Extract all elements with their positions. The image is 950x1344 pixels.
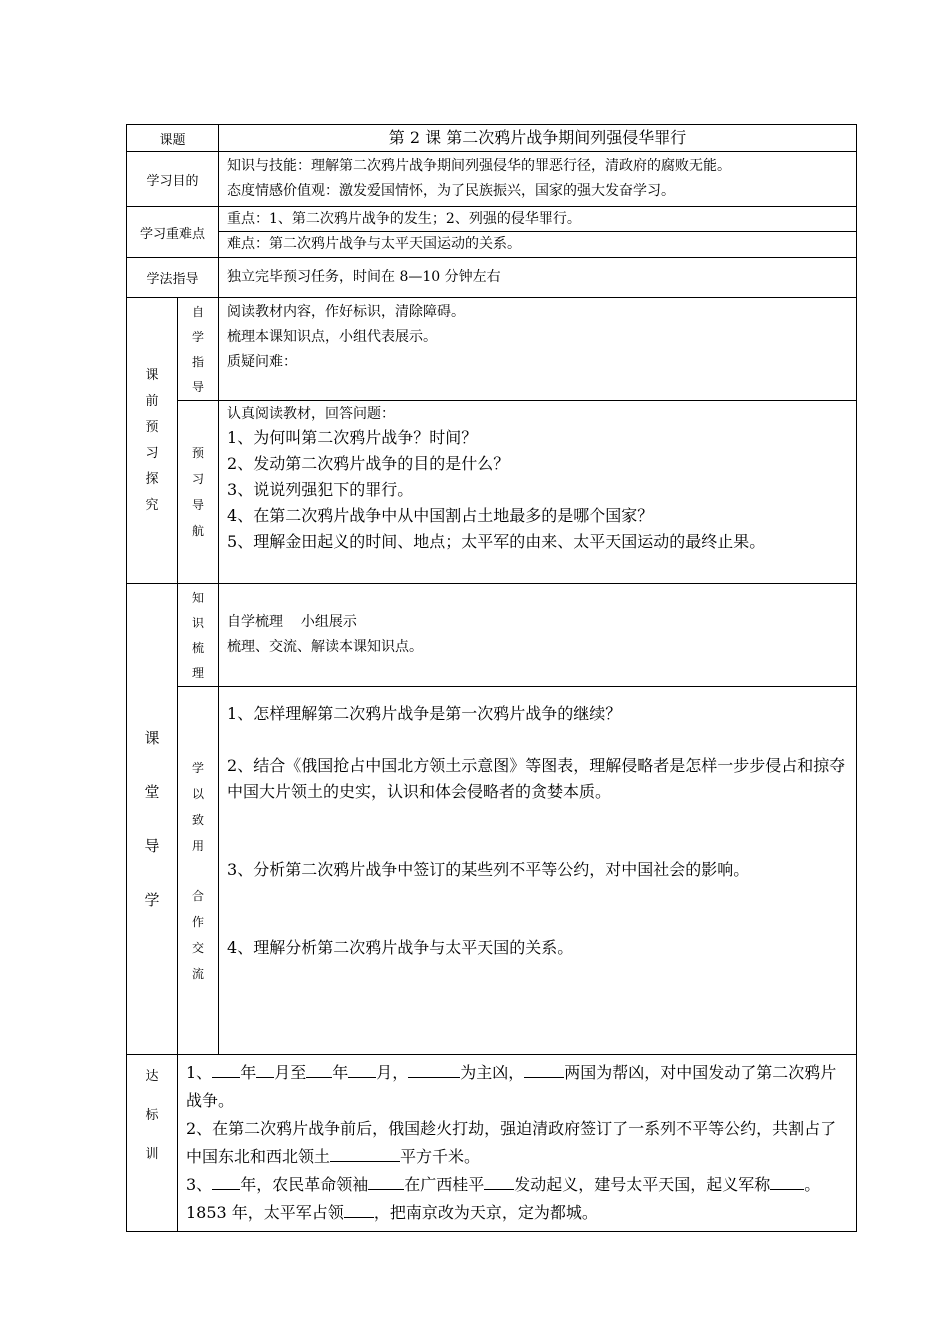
fill-blank[interactable] bbox=[770, 1171, 804, 1190]
knowledge-label: 知 识 梳 理 bbox=[178, 584, 219, 687]
preview-guide-label: 预 习 导 航 bbox=[178, 401, 219, 584]
practice-question-2: 2、在第二次鸦片战争前后，俄国趁火打劫，强迫清政府签订了一系列不平等公约，共割占了中国东北和西北领土 平方千米。 bbox=[186, 1119, 837, 1166]
guide-question: 5、理解金田起义的时间、地点；太平军的由来、太平天国运动的最终止果。 bbox=[227, 532, 766, 551]
guide-question: 4、在第二次鸦片战争中从中国割占土地最多的是哪个国家？ bbox=[227, 506, 654, 525]
topic-label: 课题 bbox=[127, 125, 219, 152]
apply-question: 4、理解分析第二次鸦片战争与太平天国的关系。 bbox=[227, 938, 574, 957]
fill-blank[interactable] bbox=[306, 1059, 332, 1078]
lesson-title: 第 2 课 第二次鸦片战争期间列强侵华罪行 bbox=[219, 125, 857, 152]
practice-question-1: 1、 年 月至 年 月， 为主凶， 两国为帮凶，对中国发动了第二次鸦片战争。 bbox=[186, 1059, 848, 1115]
fill-blank[interactable] bbox=[256, 1059, 274, 1078]
apply-question: 3、分析第二次鸦片战争中签订的某些列不平等公约，对中国社会的影响。 bbox=[227, 860, 750, 879]
apply-label: 学 以 致 用 合 作 交 流 bbox=[178, 687, 219, 1055]
fill-blank[interactable] bbox=[348, 1059, 376, 1078]
objective-attitude: 态度情感价值观：激发爱国情怀，为了民族振兴，国家的强大发奋学习。 bbox=[227, 183, 676, 199]
practice-question-3: 3、 年，农民革命领袖 在广西桂平 发动起义，建号太平天国，起义军称 。1853 年，太平军占领 ，把南京改为天京，定为都城。 bbox=[186, 1171, 848, 1227]
apply-content bbox=[219, 687, 857, 1055]
fill-blank[interactable] bbox=[408, 1059, 460, 1078]
key-points-label: 学习重难点 bbox=[127, 207, 219, 258]
method-text: 独立完毕预习任务，时间在 8—10 分钟左右 bbox=[219, 258, 857, 298]
guide-intro: 认真阅读教材，回答问题： bbox=[227, 406, 396, 422]
guide-question: 3、说说列强犯下的罪行。 bbox=[227, 480, 414, 499]
fill-blank[interactable] bbox=[212, 1171, 240, 1190]
fill-blank[interactable] bbox=[212, 1059, 240, 1078]
apply-question: 1、怎样理解第二次鸦片战争是第一次鸦片战争的继续？ bbox=[227, 704, 622, 723]
focus-point: 重点：1、第二次鸦片战争的发生；2、列强的侵华罪行。 bbox=[219, 207, 857, 232]
objectives-label: 学习目的 bbox=[127, 152, 219, 207]
practice-section-label: 达 标 训 bbox=[127, 1055, 178, 1232]
fill-blank[interactable] bbox=[524, 1059, 564, 1078]
apply-question: 2、结合《俄国抢占中国北方领土示意图》等图表，理解侵略者是怎样一步步侵占和掠夺中国大片领土的史实，认识和体会侵略者的贪婪本质。 bbox=[227, 756, 846, 801]
preview-guide-content bbox=[219, 401, 857, 584]
fill-blank[interactable] bbox=[344, 1199, 374, 1218]
preview-section-label: 课 前 预 习 探 究 bbox=[127, 298, 178, 584]
knowledge-content: 自学梳理 小组展示 梳理、交流、解读本课知识点。 bbox=[219, 584, 857, 687]
classroom-section-label: 课 堂 导 学 bbox=[127, 584, 178, 1055]
practice-content bbox=[178, 1055, 857, 1232]
guide-question: 2、发动第二次鸦片战争的目的是什么？ bbox=[227, 454, 510, 473]
objective-knowledge: 知识与技能：理解第二次鸦片战争期间列强侵华的罪恶行径，清政府的腐败无能。 bbox=[227, 158, 732, 174]
difficulty-point: 难点：第二次鸦片战争与太平天国运动的关系。 bbox=[219, 232, 857, 258]
fill-blank[interactable] bbox=[330, 1143, 400, 1162]
fill-blank[interactable] bbox=[368, 1171, 404, 1190]
self-study-content: 阅读教材内容，作好标识，清除障碍。 梳理本课知识点，小组代表展示。 质疑问难： bbox=[219, 298, 857, 401]
fill-blank[interactable] bbox=[484, 1171, 514, 1190]
guide-question: 1、为何叫第二次鸦片战争？时间？ bbox=[227, 428, 478, 447]
lesson-plan-table bbox=[126, 124, 857, 1232]
method-label: 学法指导 bbox=[127, 258, 219, 298]
self-study-label: 自 学 指 导 bbox=[178, 298, 219, 401]
objectives-content bbox=[219, 152, 857, 207]
